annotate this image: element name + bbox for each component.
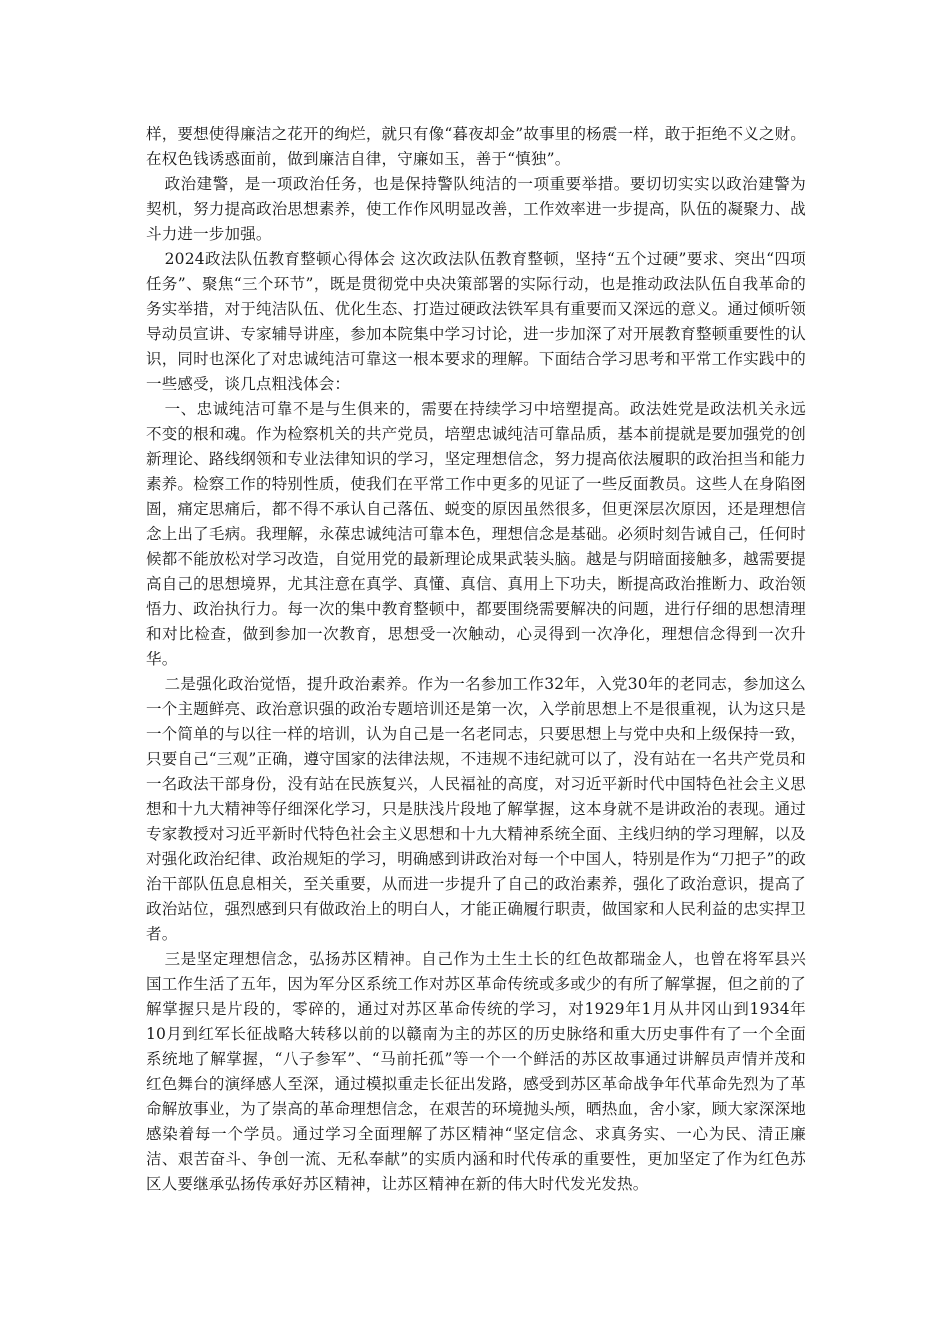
paragraph-point-two: 二是强化政治觉悟，提升政治素养。作为一名参加工作32年，入党30年的老同志，参加这么一个主题鲜亮、政治意识强的政治专题培训还是第一次，入学前思想上不是很重视，认为这只是一个简单的与以往一样的培训，认为自己是一名老同志，只要思想上与党中央和上级保持一致，只要自己“三观”正确，遵守国家的法律法规，不违规不违纪就可以了，没有站在一名共产党员和一名政法干部身份，没有站在民族复兴，人民福祉的高度，对习近平新时代中国特色社会主义思想和十九大精神等仔细深化学习，只是肤浅片段地了解掌握，这本身就不是讲政治的表现。通过专家教授对习近平新时代特色社会主义思想和十九大精神系统全面、主线归纳的学习理解，以及对强化政治纪律、政治规矩的学习，明确感到讲政治对每一个中国人，特别是作为“刀把子”的政治干部队伍息息相关，至关重要，从而进一步提升了自己的政治素养，强化了政治意识，提高了政治站位，强烈感到只有做政治上的明白人，才能正确履行职责，做国家和人民利益的忠实捍卫者。 [146,675,806,943]
paragraph-point-three: 三是坚定理想信念，弘扬苏区精神。自己作为土生土长的红色故都瑞金人，也曾在将军县兴国工作生活了五年，因为军分区系统工作对苏区革命传统或多或少的有所了解掌握，但之前的了解掌握只是片段的，零碎的，通过对苏区革命传统的学习，对1929年1月从井冈山到1934年10月到红军长征战略大转移以前的以赣南为主的苏区的历史脉络和重大历史事件有了一个全面系统地了解掌握，“八子参军”、“马前托孤”等一个一个鲜活的苏区故事通过讲解员声情并茂和红色舞台的演绎感人至深，通过模拟重走长征出发路，感受到苏区革命战争年代革命先烈为了革命解放事业，为了崇高的革命理想信念，在艰苦的环境抛头颅，晒热血，舍小家，顾大家深深地感染着每一个学员。通过学习全面理解了苏区精神“坚定信念、求真务实、一心为民、清正廉洁、艰苦奋斗、争创一流、无私奉献”的实质内涵和时代传承的重要性，更加坚定了作为红色苏区人要继承弘扬传承好苏区精神，让苏区精神在新的伟大时代发光发热。 [146,950,806,1193]
paragraph-political-building: 政治建警，是一项政治任务，也是保持警队纯洁的一项重要举措。要切切实实以政治建警为契机，努力提高政治思想素养，使工作作风明显改善，工作效率进一步提高，队伍的凝聚力、战斗力进一步加强。 [146,175,806,243]
document-body [146,122,806,1197]
paragraph-introduction: 2024政法队伍教育整顿心得体会 这次政法队伍教育整顿，坚持“五个过硬”要求、突出“四项任务”、聚焦“三个环节”，既是贯彻党中央决策部署的实际行动，也是推动政法队伍自我革命的务实举措，对于纯洁队伍、优化生态、打造过硬政法铁军具有重要而又深远的意义。通过倾听领导动员宣讲、专家辅导讲座，参加本院集中学习讨论，进一步加深了对开展教育整顿重要性的认识，同时也深化了对忠诚纯洁可靠这一根本要求的理解。下面结合学习思考和平常工作实践中的一些感受，谈几点粗浅体会： [146,250,806,393]
paragraph-point-one: 一、忠诚纯洁可靠不是与生俱来的，需要在持续学习中培塑提高。政法姓党是政法机关永远不变的根和魂。作为检察机关的共产党员，培塑忠诚纯洁可靠品质，基本前提就是要加强党的创新理论、路线纲领和专业法律知识的学习，坚定理想信念，努力提高依法履职的政治担当和能力素养。检察工作的特别性质，使我们在平常工作中更多的见证了一些反面教员。这些人在身陷囹圄，痛定思痛后，都不得不承认自己落伍、蜕变的原因虽然很多，但更深层次原因，还是理想信念上出了毛病。我理解，永葆忠诚纯洁可靠本色，理想信念是基础。必须时刻告诫自己，任何时候都不能放松对学习改造，自觉用党的最新理论成果武装头脑。越是与阴暗面接触多，越需要提高自己的思想境界，尤其注意在真学、真懂、真信、真用上下功夫，断提高政治推断力、政治领悟力、政治执行力。每一次的集中教育整顿中，都要围绕需要解决的问题，进行仔细的思想清理和对比检查，做到参加一次教育，思想受一次触动，心灵得到一次净化，理想信念得到一次升华。 [146,400,806,668]
paragraph-continuation: 样，要想使得廉洁之花开的绚烂，就只有像“暮夜却金”故事里的杨震一样，敢于拒绝不义之财。在权色钱诱惑面前，做到廉洁自律，守廉如玉，善于“慎独”。 [146,125,806,168]
